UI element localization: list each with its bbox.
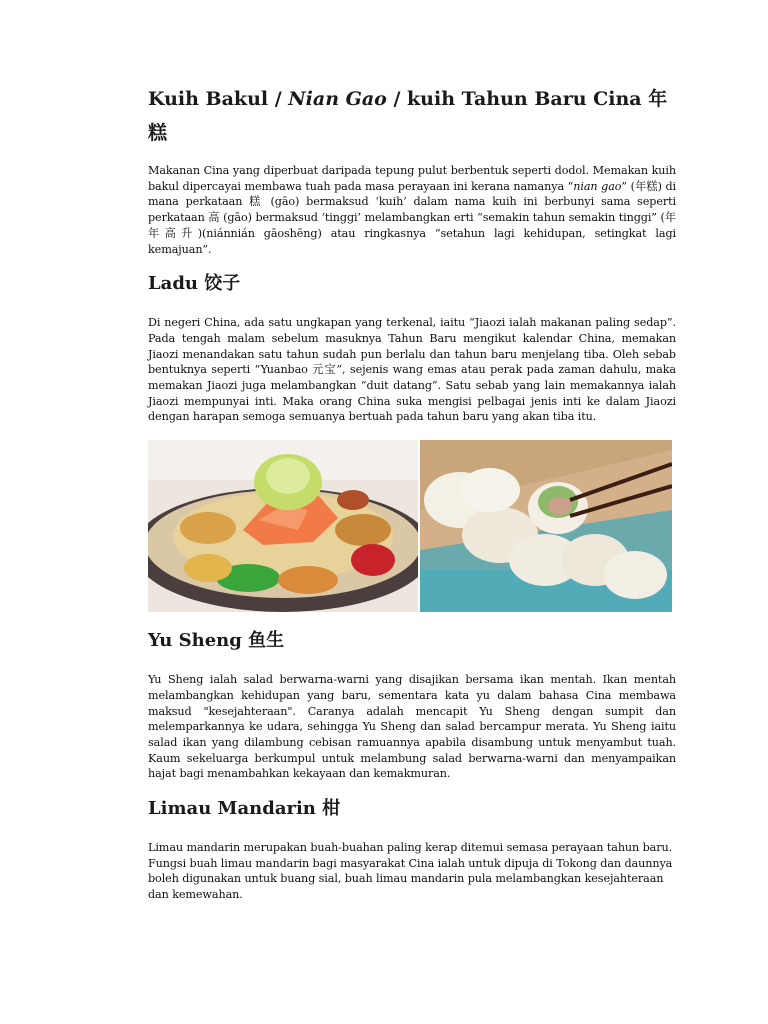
section-title-yu-sheng: Yu Sheng 鱼生	[148, 630, 285, 652]
photo-row	[148, 440, 672, 612]
document-content	[148, 82, 676, 903]
section-body-kuih-bakul	[148, 163, 676, 257]
section-title-limau-mandarin: Limau Mandarin 柑	[148, 798, 341, 820]
body-text: Makanan Cina yang diperbuat daripada tepung pulut berbentuk seperti dodol. Memakan kuih bakul dipercayai membawa tuah pada masa perayaan ini kerana namanya “	[148, 164, 676, 193]
title-italic-text: Nian Gao	[288, 88, 387, 110]
section-body-limau-mandarin: Limau mandarin merupakan buah-buahan paling kerap ditemui semasa perayaan tahun baru. Fungsi buah limau mandarin bagi masyarakat Cina ialah untuk dipuja di Tokong dan daunnya boleh digunakan untuk buang sial, buah limau mandarin pula melambangkan kesejahteraan dan kemewahan.	[148, 841, 673, 902]
section-title-ladu: Ladu 饺子	[148, 273, 241, 295]
section-title-kuih-bakul	[148, 82, 676, 150]
section-body-yu-sheng: Yu Sheng ialah salad berwarna-warni yang disajikan bersama ikan mentah. Ikan mentah melambangkan kehidupan yang baru, sementara kata yu dalam bahasa Cina membawa maksud "kesejahteraan". Caranya adalah mencapit Yu Sheng dengan sumpit dan melemparkannya ke udara, sehingga Yu Sheng dan salad bercampur merata. Yu Sheng iaitu salad ikan yang dilambung cebisan ramuannya apabila disambung untuk menyambut tuah. Kaum sekeluarga berkumpul untuk melambung salad berwarna-warni dan menyampaikan hajat bagi menambahkan kekayaan dan kemakmuran.	[148, 673, 676, 781]
jiaozi-photo	[420, 440, 672, 612]
yu-sheng-photo	[148, 440, 418, 612]
title-text: Kuih Bakul /	[148, 88, 289, 110]
body-italic-text: nian gao	[573, 179, 622, 193]
title-text: / kuih Tahun Baru Cina 年糕	[148, 88, 668, 144]
section-body-ladu: Di negeri China, ada satu ungkapan yang terkenal, iaitu “Jiaozi ialah makanan paling sedap”. Pada tengah malam sebelum masuknya Tahun Baru mengikut kalendar China, memakan Jiaozi menandakan satu tahun sudah pun berlalu dan tahun baru menjelang tiba. Oleh sebab bentuknya seperti “Yuanbao 元宝”, sejenis wang emas atau perak pada zaman dahulu, maka memakan Jiaozi juga melambangkan “duit datang”. Satu sebab yang lain memakannya ialah Jiaozi mempunyai inti. Maka orang China suka mengisi pelbagai jenis inti ke dalam Jiaozi dengan harapan semoga semuanya bertuah pada tahun baru yang akan tiba itu.	[148, 316, 676, 424]
body-text: ” (年糕) di mana perkataan 糕 (gāo) bermaksud ‘kuih’ dalam nama kuih ini berbunyi sama seperti perkataan 高 (gāo) bermaksud ‘tinggi’ melambangkan erti “semakin tahun semakin tinggi” (年年高升)(niánnián gāoshēng) atau ringkasnya “setahun lagi kehidupan, setingkat lagi kemajuan”.	[148, 179, 676, 256]
